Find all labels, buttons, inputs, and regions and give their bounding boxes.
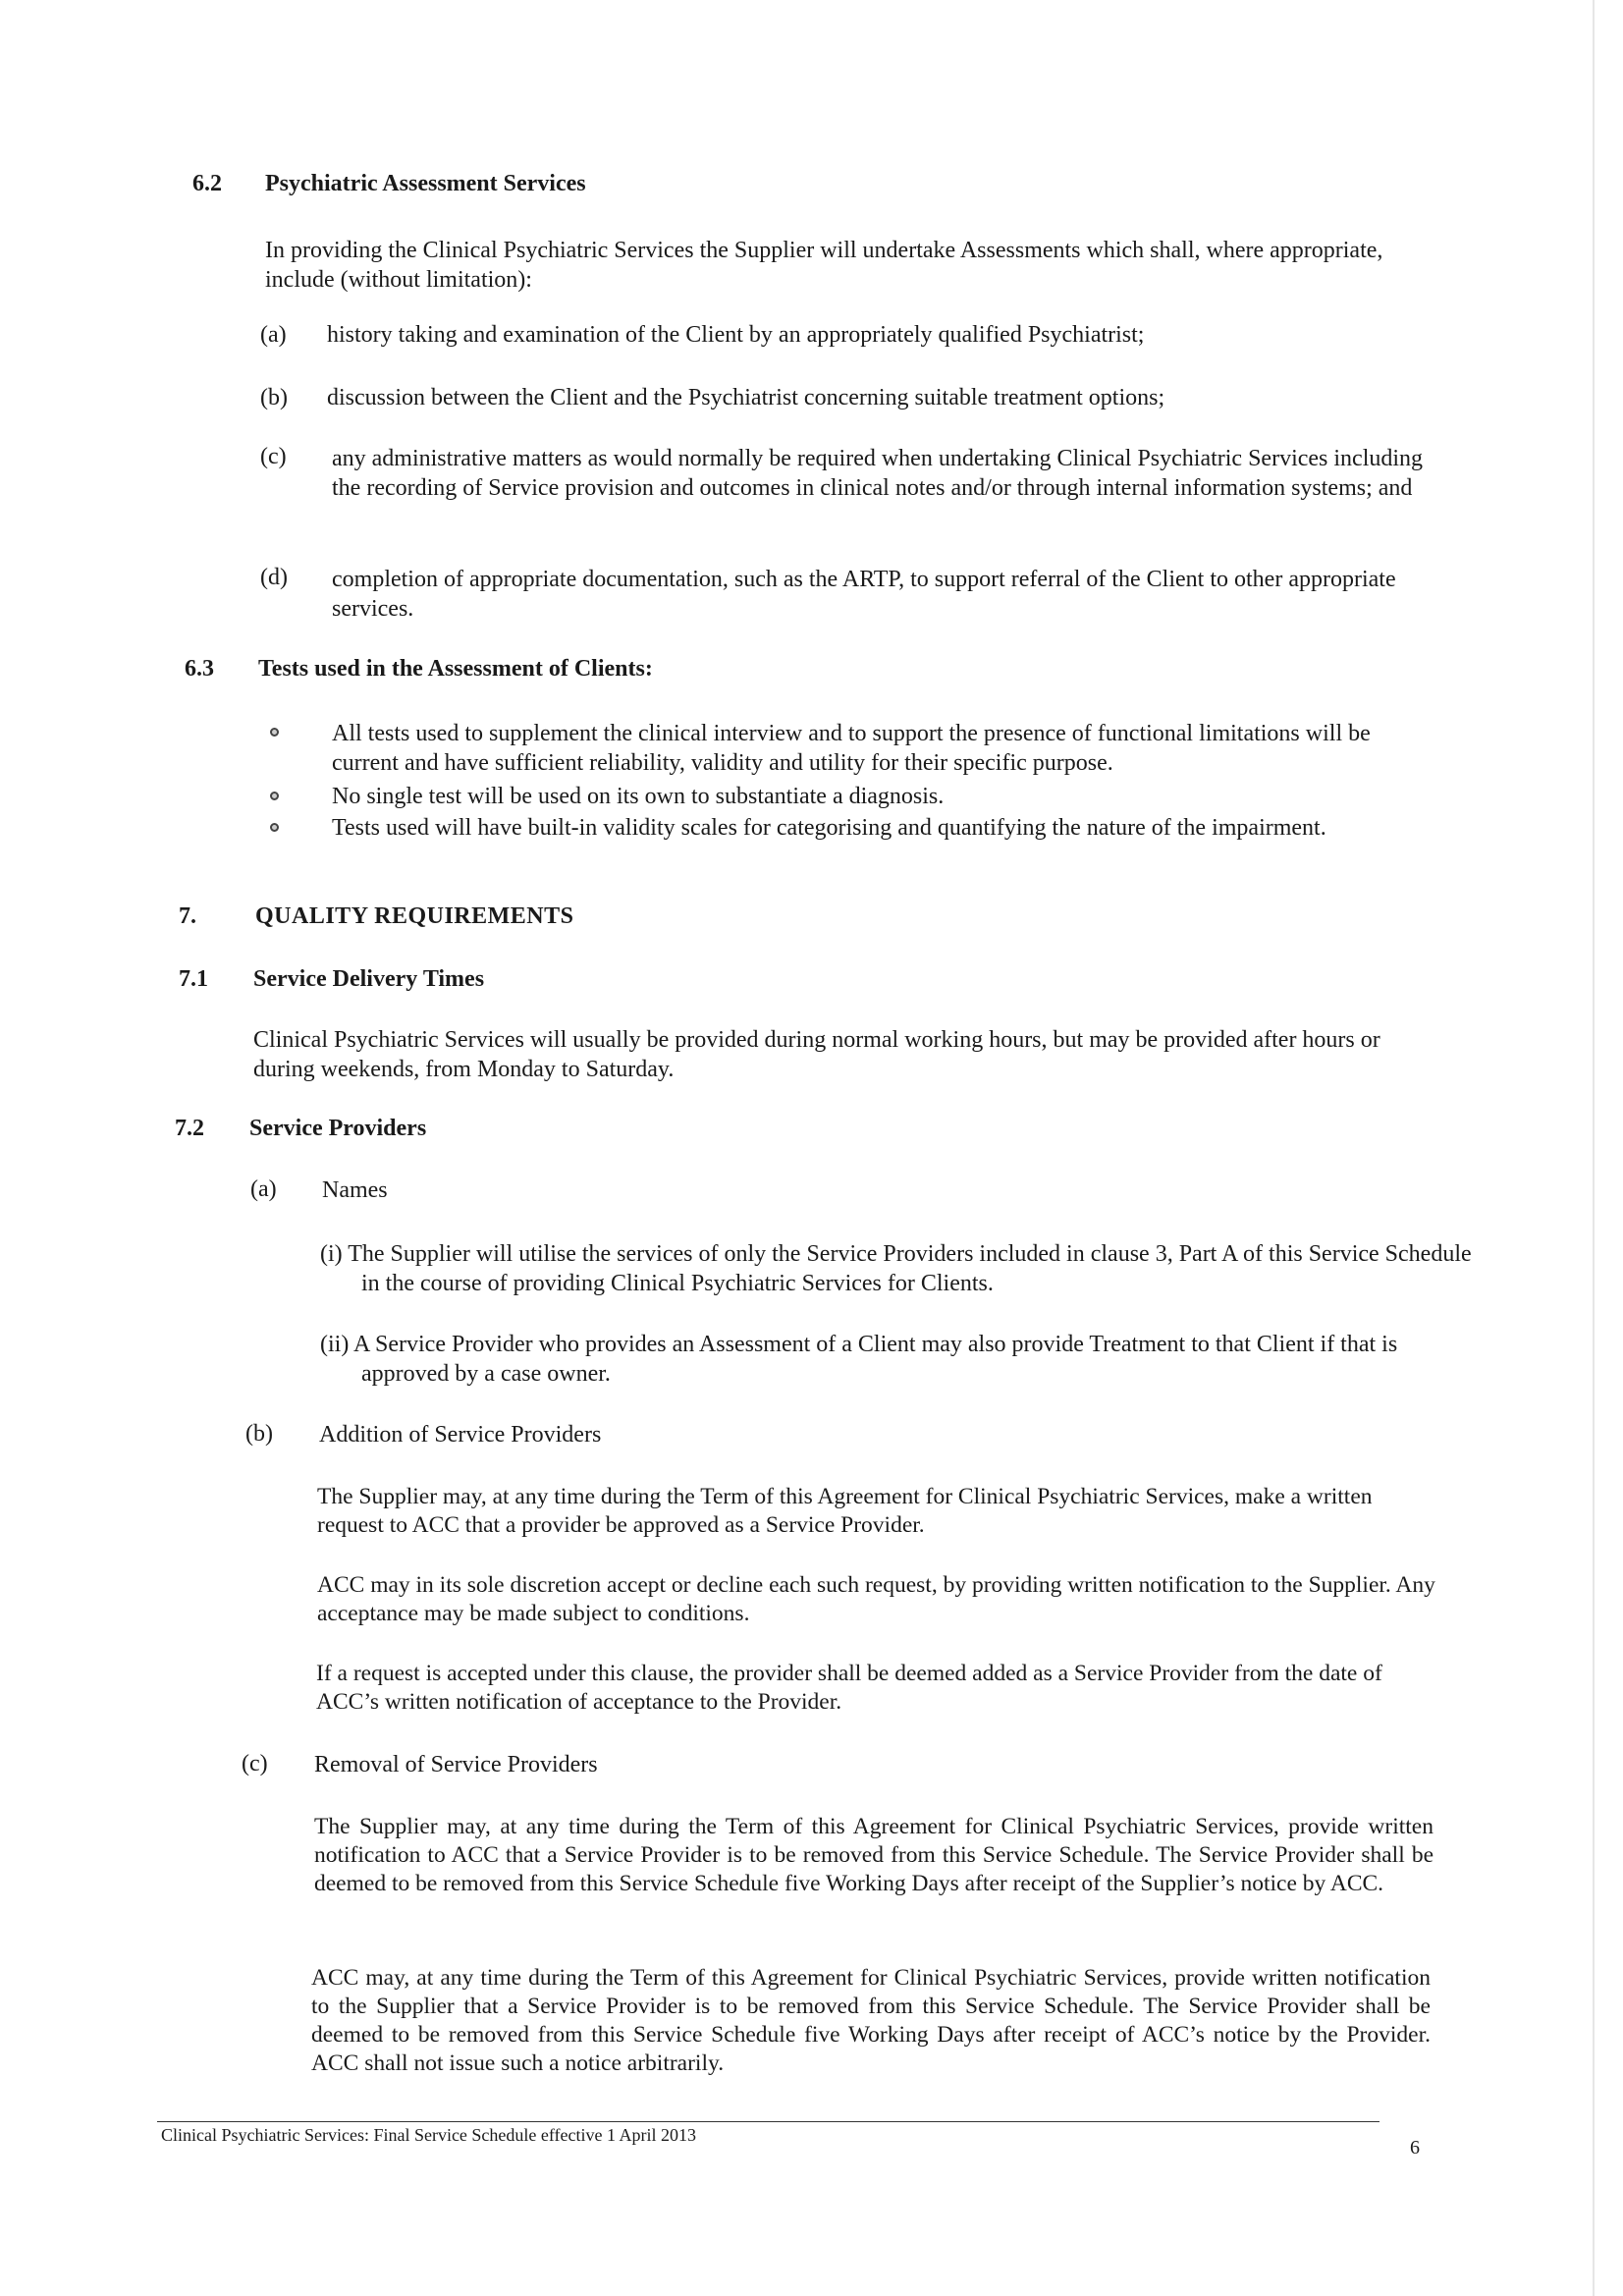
names-item-i: (i) The Supplier will utilise the services of only the Service Providers included in clause 3, Part A of this Service Schedule in the course of providing Clinical Psychiatric Services for Clients. bbox=[320, 1241, 1472, 1296]
item-text-b: discussion between the Client and the Psychiatrist concerning suitable treatment options; bbox=[327, 385, 1165, 410]
subsection-label-c: (c) bbox=[242, 1751, 268, 1777]
bullet-icon bbox=[270, 792, 279, 800]
bullet-icon bbox=[270, 728, 279, 737]
section-number-6-3: 6.3 bbox=[185, 656, 214, 682]
item-label-c: (c) bbox=[260, 444, 287, 469]
subsection-heading-removal: Removal of Service Providers bbox=[314, 1752, 598, 1777]
scan-edge bbox=[1593, 0, 1595, 2296]
subsection-label-b: (b) bbox=[245, 1421, 273, 1447]
subsection-heading-names: Names bbox=[322, 1177, 388, 1203]
removal-para-1: The Supplier may, at any time during the Term of this Agreement for Clinical Psychiatric Services, provide written notification to ACC that a Service Provider is to be removed from this Service Schedule. The Service Provider shall be deemed to be removed from this Service Schedule five Working Days after receipt of the Supplier’s notice by ACC. bbox=[314, 1814, 1434, 1896]
bullet-icon bbox=[270, 823, 279, 832]
section-6-2-intro: In providing the Clinical Psychiatric Services the Supplier will undertake Assessments which shall, where appropriate, include (without limitation): bbox=[265, 238, 1383, 293]
addition-para-1: The Supplier may, at any time during the Term of this Agreement for Clinical Psychiatric Services, make a written request to ACC that a provider be approved as a Service Provider. bbox=[317, 1484, 1373, 1538]
section-number-7: 7. bbox=[179, 903, 196, 929]
footer-divider bbox=[157, 2121, 1380, 2122]
addition-para-3: If a request is accepted under this clause, the provider shall be deemed added as a Service Provider from the date of ACC’s written notification of acceptance to the Provider. bbox=[316, 1661, 1382, 1715]
section-number-7-1: 7.1 bbox=[179, 966, 208, 992]
item-label-a: (a) bbox=[260, 322, 287, 348]
page-number: 6 bbox=[1410, 2137, 1420, 2159]
bullet-text-1: All tests used to supplement the clinical interview and to support the presence of functional limitations will be current and have sufficient reliability, validity and utility for their specific purpose. bbox=[332, 721, 1371, 776]
removal-para-2: ACC may, at any time during the Term of this Agreement for Clinical Psychiatric Services, provide written notification to the Supplier that a Service Provider is to be removed from this Service Schedule. The Service Provider shall be deemed to be removed from this Service Schedule five Working Days after receipt of ACC’s notice by the Provider. ACC shall not issue such a notice arbitrarily. bbox=[311, 1965, 1431, 2076]
item-text-a: history taking and examination of the Client by an appropriately qualified Psychiatrist; bbox=[327, 322, 1145, 348]
subsection-label-a: (a) bbox=[250, 1176, 277, 1202]
section-title-7-1: Service Delivery Times bbox=[253, 966, 485, 992]
section-title-6-3: Tests used in the Assessment of Clients: bbox=[258, 656, 653, 682]
item-text-d: completion of appropriate documentation, such as the ARTP, to support referral of the Client to other appropriate services. bbox=[332, 567, 1396, 622]
section-number-6-2: 6.2 bbox=[192, 171, 222, 196]
bullet-text-2: No single test will be used on its own to substantiate a diagnosis. bbox=[332, 784, 945, 809]
section-title-6-2: Psychiatric Assessment Services bbox=[265, 171, 586, 196]
section-title-7-2: Service Providers bbox=[249, 1116, 427, 1141]
item-label-b: (b) bbox=[260, 385, 288, 410]
addition-para-2: ACC may in its sole discretion accept or decline each such request, by providing written notification to the Supplier. Any acceptance may be made subject to conditions. bbox=[317, 1572, 1435, 1626]
bullet-text-3: Tests used will have built-in validity scales for categorising and quantifying the nature of the impairment. bbox=[332, 815, 1326, 841]
section-title-7: QUALITY REQUIREMENTS bbox=[255, 903, 574, 929]
section-number-7-2: 7.2 bbox=[175, 1116, 204, 1141]
names-item-ii: (ii) A Service Provider who provides an Assessment of a Client may also provide Treatment to that Client if that is approved by a case owner. bbox=[320, 1332, 1398, 1387]
item-label-d: (d) bbox=[260, 565, 288, 590]
subsection-heading-addition: Addition of Service Providers bbox=[319, 1422, 602, 1448]
section-7-1-text: Clinical Psychiatric Services will usually be provided during normal working hours, but may be provided after hours or during weekends, from Monday to Saturday. bbox=[253, 1027, 1380, 1082]
footer-text: Clinical Psychiatric Services: Final Service Schedule effective 1 April 2013 bbox=[161, 2125, 697, 2145]
item-text-c: any administrative matters as would normally be required when undertaking Clinical Psychiatric Services including the recording of Service provision and outcomes in clinical notes and/or through internal information systems; and bbox=[332, 446, 1424, 501]
